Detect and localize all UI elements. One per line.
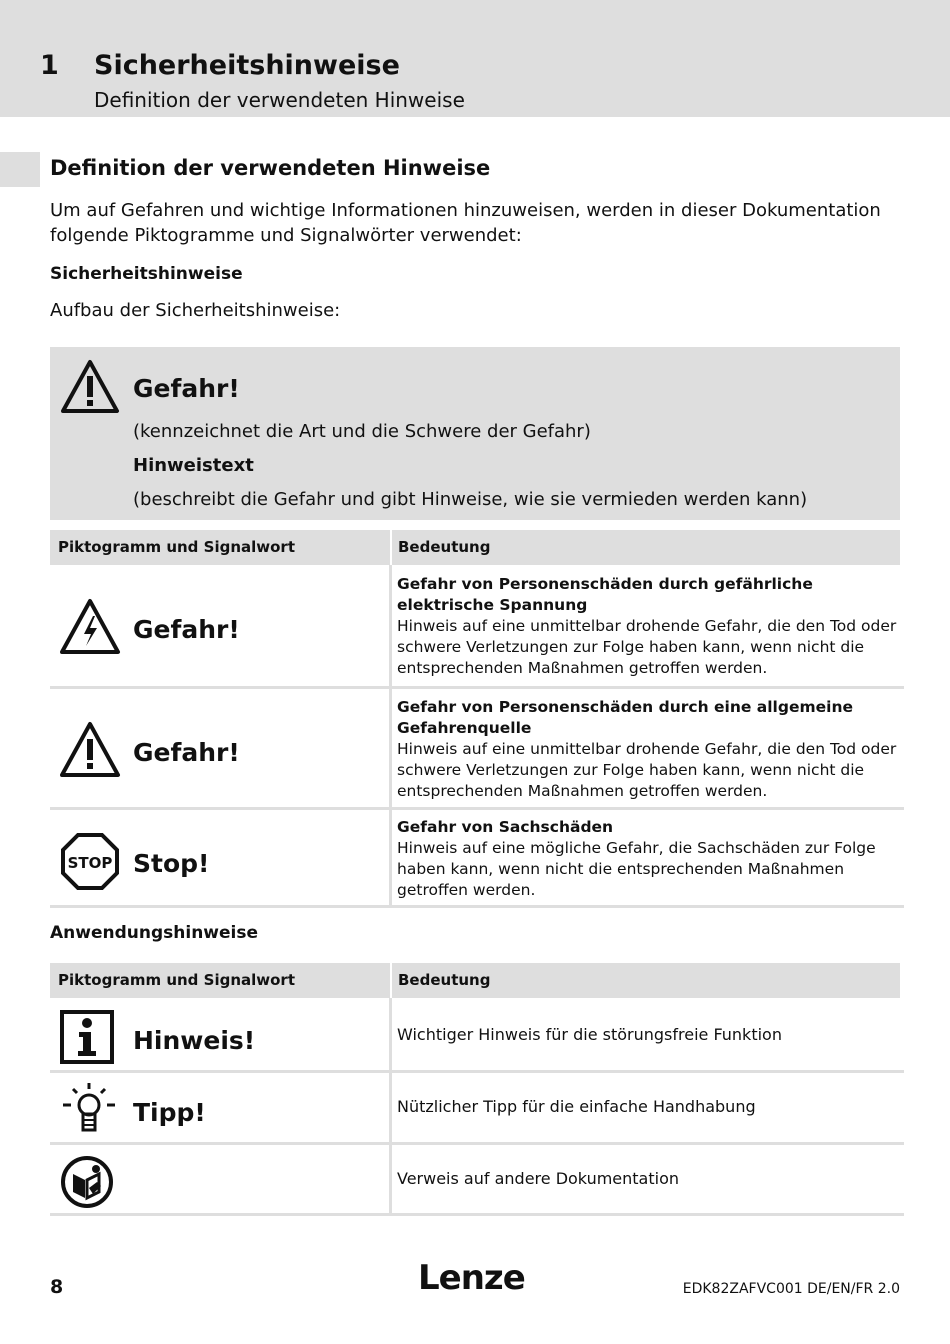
- example-safety-note: [50, 347, 900, 520]
- column-header: Bedeutung: [392, 530, 900, 565]
- row-description: [397, 697, 897, 802]
- brand-logo: Lenze: [418, 1258, 525, 1298]
- signal-word: Stop!: [133, 849, 210, 878]
- chapter-subtitle: Definition der verwendeten Hinweise: [94, 88, 465, 112]
- lightbulb-icon: [59, 1081, 119, 1139]
- signal-word: Gefahr!: [133, 615, 240, 644]
- column-header: Piktogramm und Signalwort: [50, 530, 390, 565]
- table-row: [50, 810, 904, 908]
- electric-hazard-icon: [59, 598, 121, 656]
- svg-text:STOP: STOP: [67, 854, 113, 872]
- row-text: Hinweis auf eine mögliche Gefahr, die Sachschäden zur Folge haben kann, wenn nicht die entsprechenden Maßnahmen getroffen werden.: [397, 839, 876, 899]
- document-id: EDK82ZAFVC001 DE/EN/FR 2.0: [682, 1281, 900, 1297]
- example-line-2: Hinweistext: [133, 455, 254, 476]
- row-title: Gefahr von Personenschäden durch gefährliche elektrische Spannung: [397, 575, 813, 614]
- general-hazard-icon: [59, 721, 121, 779]
- signal-word: Gefahr!: [133, 738, 240, 767]
- table-row: [50, 565, 904, 689]
- row-text: Nützlicher Tipp für die einfache Handhabung: [397, 1097, 756, 1116]
- row-description: [397, 817, 897, 901]
- safety-table: [50, 530, 904, 908]
- stop-sign-icon: [59, 832, 121, 890]
- section-marker: [0, 152, 40, 187]
- page-number: 8: [50, 1276, 64, 1298]
- chapter-title: Sicherheitshinweise: [94, 50, 400, 81]
- application-heading: Anwendungshinweise: [50, 923, 259, 943]
- example-line-3: (beschreibt die Gefahr und gibt Hinweise, wie sie vermieden werden kann): [133, 489, 808, 510]
- warning-triangle-icon: [60, 359, 120, 415]
- row-text: Wichtiger Hinweis für die störungsfreie Funktion: [397, 1025, 782, 1044]
- book-reference-icon: [59, 1154, 115, 1210]
- table-row: [50, 689, 904, 810]
- row-title: Gefahr von Sachschäden: [397, 818, 614, 836]
- table-row: [50, 998, 904, 1073]
- row-text: Hinweis auf eine unmittelbar drohende Gefahr, die den Tod oder schwere Verletzungen zur Folge haben kann, wenn nicht die entsprechenden Maßnahmen getroffen werden.: [397, 740, 897, 800]
- row-description: [397, 574, 897, 679]
- application-table: [50, 963, 904, 1216]
- signal-word: Gefahr!: [133, 374, 240, 403]
- column-header: Bedeutung: [392, 963, 900, 998]
- info-icon: [59, 1009, 115, 1065]
- structure-label: Aufbau der Sicherheitshinweise:: [50, 300, 341, 321]
- table-row: [50, 1145, 904, 1216]
- row-text: Verweis auf andere Dokumentation: [397, 1169, 680, 1188]
- signal-word: Hinweis!: [133, 1026, 256, 1055]
- intro-paragraph: Um auf Gefahren und wichtige Informationen hinzuweisen, werden in dieser Dokumentation folgende Piktogramme und Signalwörter verwendet:: [50, 200, 881, 246]
- safety-heading: Sicherheitshinweise: [50, 264, 243, 284]
- row-text: Hinweis auf eine unmittelbar drohende Gefahr, die den Tod oder schwere Verletzungen zur Folge haben kann, wenn nicht die entsprechenden Maßnahmen getroffen werden.: [397, 617, 897, 677]
- table-row: [50, 1073, 904, 1145]
- row-title: Gefahr von Personenschäden durch eine allgemeine Gefahrenquelle: [397, 698, 853, 737]
- chapter-number: 1: [40, 50, 59, 81]
- signal-word: Tipp!: [133, 1098, 206, 1127]
- example-line-1: (kennzeichnet die Art und die Schwere der Gefahr): [133, 421, 591, 442]
- section-title: Definition der verwendeten Hinweise: [50, 156, 491, 180]
- column-header: Piktogramm und Signalwort: [50, 963, 390, 998]
